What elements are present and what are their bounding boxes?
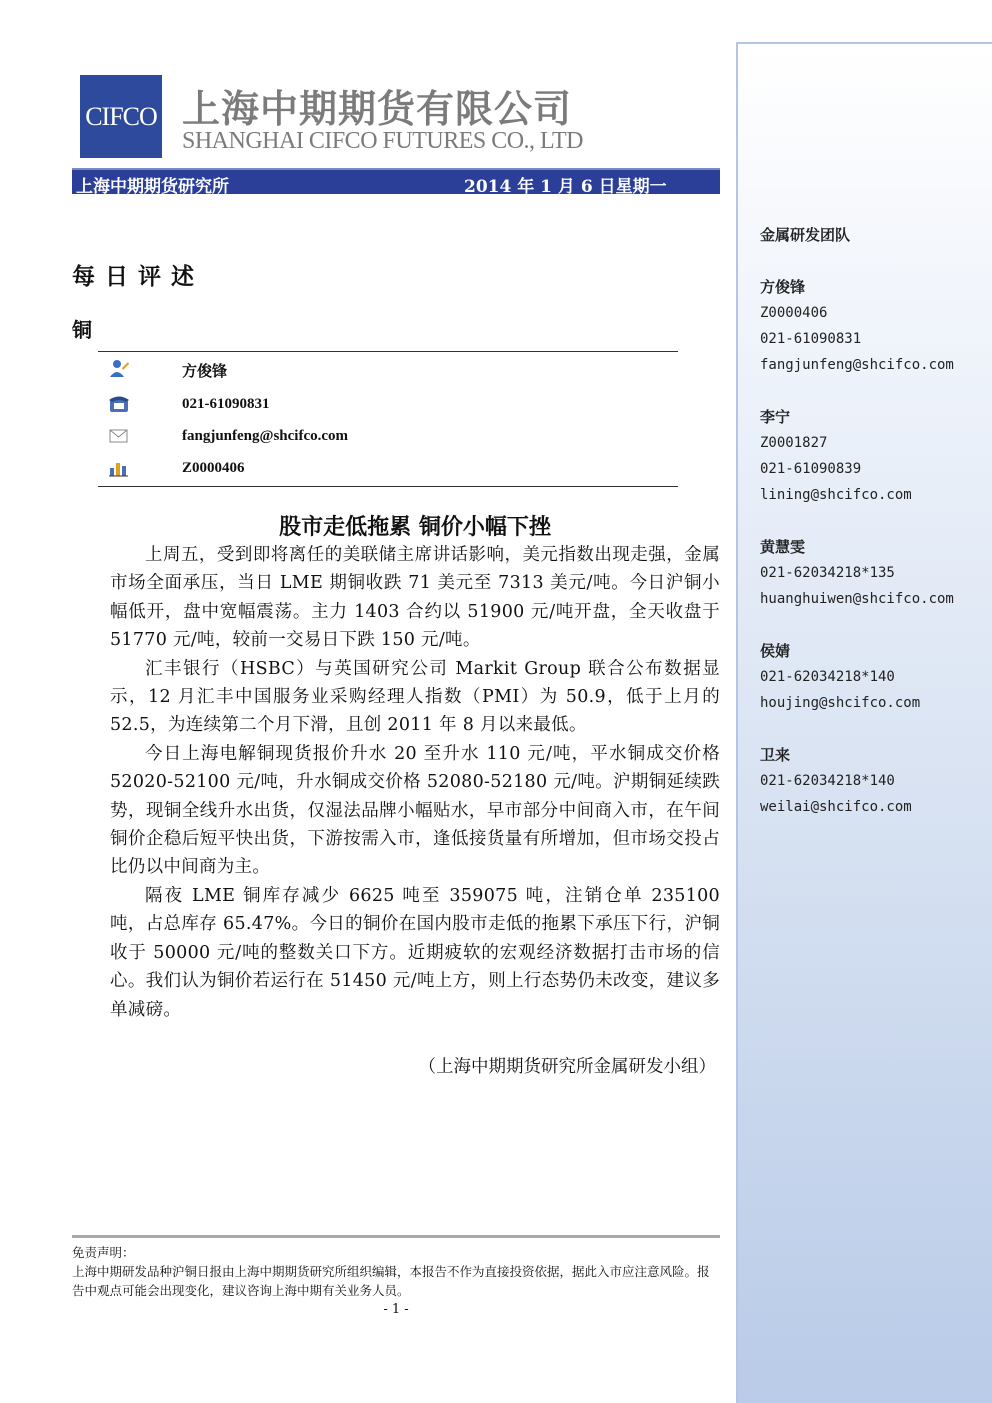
analyst-contact-block [98, 351, 678, 487]
member-email[interactable]: fangjunfeng@shcifco.com [760, 357, 954, 373]
disclaimer-text: 上海中期研发品种沪铜日报由上海中期期货研究所组织编辑，本报告不作为直接投资依据，据此入市应注意风险。报告中观点可能会出现变化，建议咨询上海中期有关业务人员。 [72, 1264, 710, 1298]
analyst-email[interactable]: fangjunfeng@shcifco.com [182, 428, 349, 444]
page-number: - 1 - [383, 1302, 409, 1317]
report-header-bar [72, 168, 720, 197]
phone-icon [108, 394, 130, 414]
article-title: 股市走低拖累 铜价小幅下挫 [279, 514, 551, 540]
article-paragraph: 汇丰银行（HSBC）与英国研究公司 Markit Group 联合公布数据显示，12 月汇丰中国服务业采购经理人指数（PMI）为 50.9，低于上月的 52.5，为连续第二个月下滑，且创 2011 年 8 月以来最低。 [110, 658, 720, 736]
member-name: 卫来 [760, 746, 791, 764]
article-signature: （上海中期期货研究所金属研发小组） [418, 1057, 716, 1077]
member-phone: 021-61090839 [760, 461, 862, 477]
member-name: 黄慧雯 [760, 538, 806, 556]
member-name: 方俊锋 [760, 278, 806, 296]
team-member [760, 274, 954, 378]
disclaimer-heading: 免责声明： [72, 1245, 135, 1260]
report-date: 2014 年 1 月 6 日星期一 [464, 177, 667, 197]
analyst-phone-row [98, 394, 678, 418]
research-team-sidebar [736, 42, 992, 1403]
team-member [760, 742, 912, 820]
member-license: Z0001827 [760, 435, 828, 451]
company-logo: CIFCO [80, 75, 162, 158]
mail-icon [108, 426, 130, 446]
article-paragraph: 隔夜 LME 铜库存减少 6625 吨至 359075 吨，注销仓单 235100 吨，占总库存 65.47%。今日的铜价在国内股市走低的拖累下承压下行，沪铜收于 50000 元/吨的整数关口下方。近期疲软的宏观经济数据打击市场的信心。我们认为铜价若运行在 51450 元/吨上方，则上行态势仍未改变，建议多单减磅。 [110, 885, 720, 1020]
company-name-cn: 上海中期期货有限公司 [182, 87, 573, 131]
member-email[interactable]: houjing@shcifco.com [760, 695, 921, 711]
member-phone: 021-62034218*135 [760, 565, 895, 581]
analyst-phone: 021-61090831 [182, 396, 270, 412]
member-email[interactable]: huanghuiwen@shcifco.com [760, 591, 954, 607]
team-member [760, 404, 912, 508]
member-phone: 021-61090831 [760, 331, 862, 347]
analyst-license-row [98, 458, 678, 482]
company-name-en: SHANGHAI CIFCO FUTURES CO., LTD [182, 128, 583, 154]
member-phone: 021-62034218*140 [760, 773, 895, 789]
member-name: 侯婧 [760, 642, 791, 660]
person-icon [108, 358, 130, 378]
member-email[interactable]: weilai@shcifco.com [760, 799, 912, 815]
chart-icon [108, 458, 130, 478]
article-body [110, 541, 720, 1024]
analyst-email-row [98, 426, 678, 450]
analyst-name: 方俊锋 [182, 364, 228, 380]
section-subtitle: 铜 [72, 318, 92, 342]
team-member [760, 638, 920, 716]
analyst-license: Z0000406 [182, 460, 245, 476]
member-email[interactable]: lining@shcifco.com [760, 487, 912, 503]
sidebar-heading: 金属研发团队 [760, 226, 851, 244]
team-member [760, 534, 954, 612]
member-phone: 021-62034218*140 [760, 669, 895, 685]
member-license: Z0000406 [760, 305, 828, 321]
article-paragraph: 今日上海电解铜现货报价升水 20 至升水 110 元/吨，平水铜成交价格 52020-52100 元/吨，升水铜成交价格 52080-52180 元/吨。沪期铜延续跌势，现铜全线升水出货，仅湿法品牌小幅贴水，早市部分中间商入市，在午间铜价企稳后短平快出货，下游按需入市，逢低接货量有所增加，但市场交投占比仍以中间商为主。 [110, 743, 720, 878]
analyst-name-row [98, 358, 678, 382]
member-name: 李宁 [760, 408, 791, 426]
disclaimer-divider [72, 1235, 720, 1238]
institute-name: 上海中期期货研究所 [76, 177, 229, 197]
article-paragraph: 上周五，受到即将离任的美联储主席讲话影响，美元指数出现走强，金属市场全面承压，当日 LME 期铜收跌 71 美元至 7313 美元/吨。今日沪铜小幅低开，盘中宽幅震荡。主力 1403 合约以 51900 元/吨开盘，全天收盘于 51770 元/吨，较前一交易日下跌 150 元/吨。 [110, 545, 720, 651]
section-title: 每日评述 [72, 263, 204, 290]
